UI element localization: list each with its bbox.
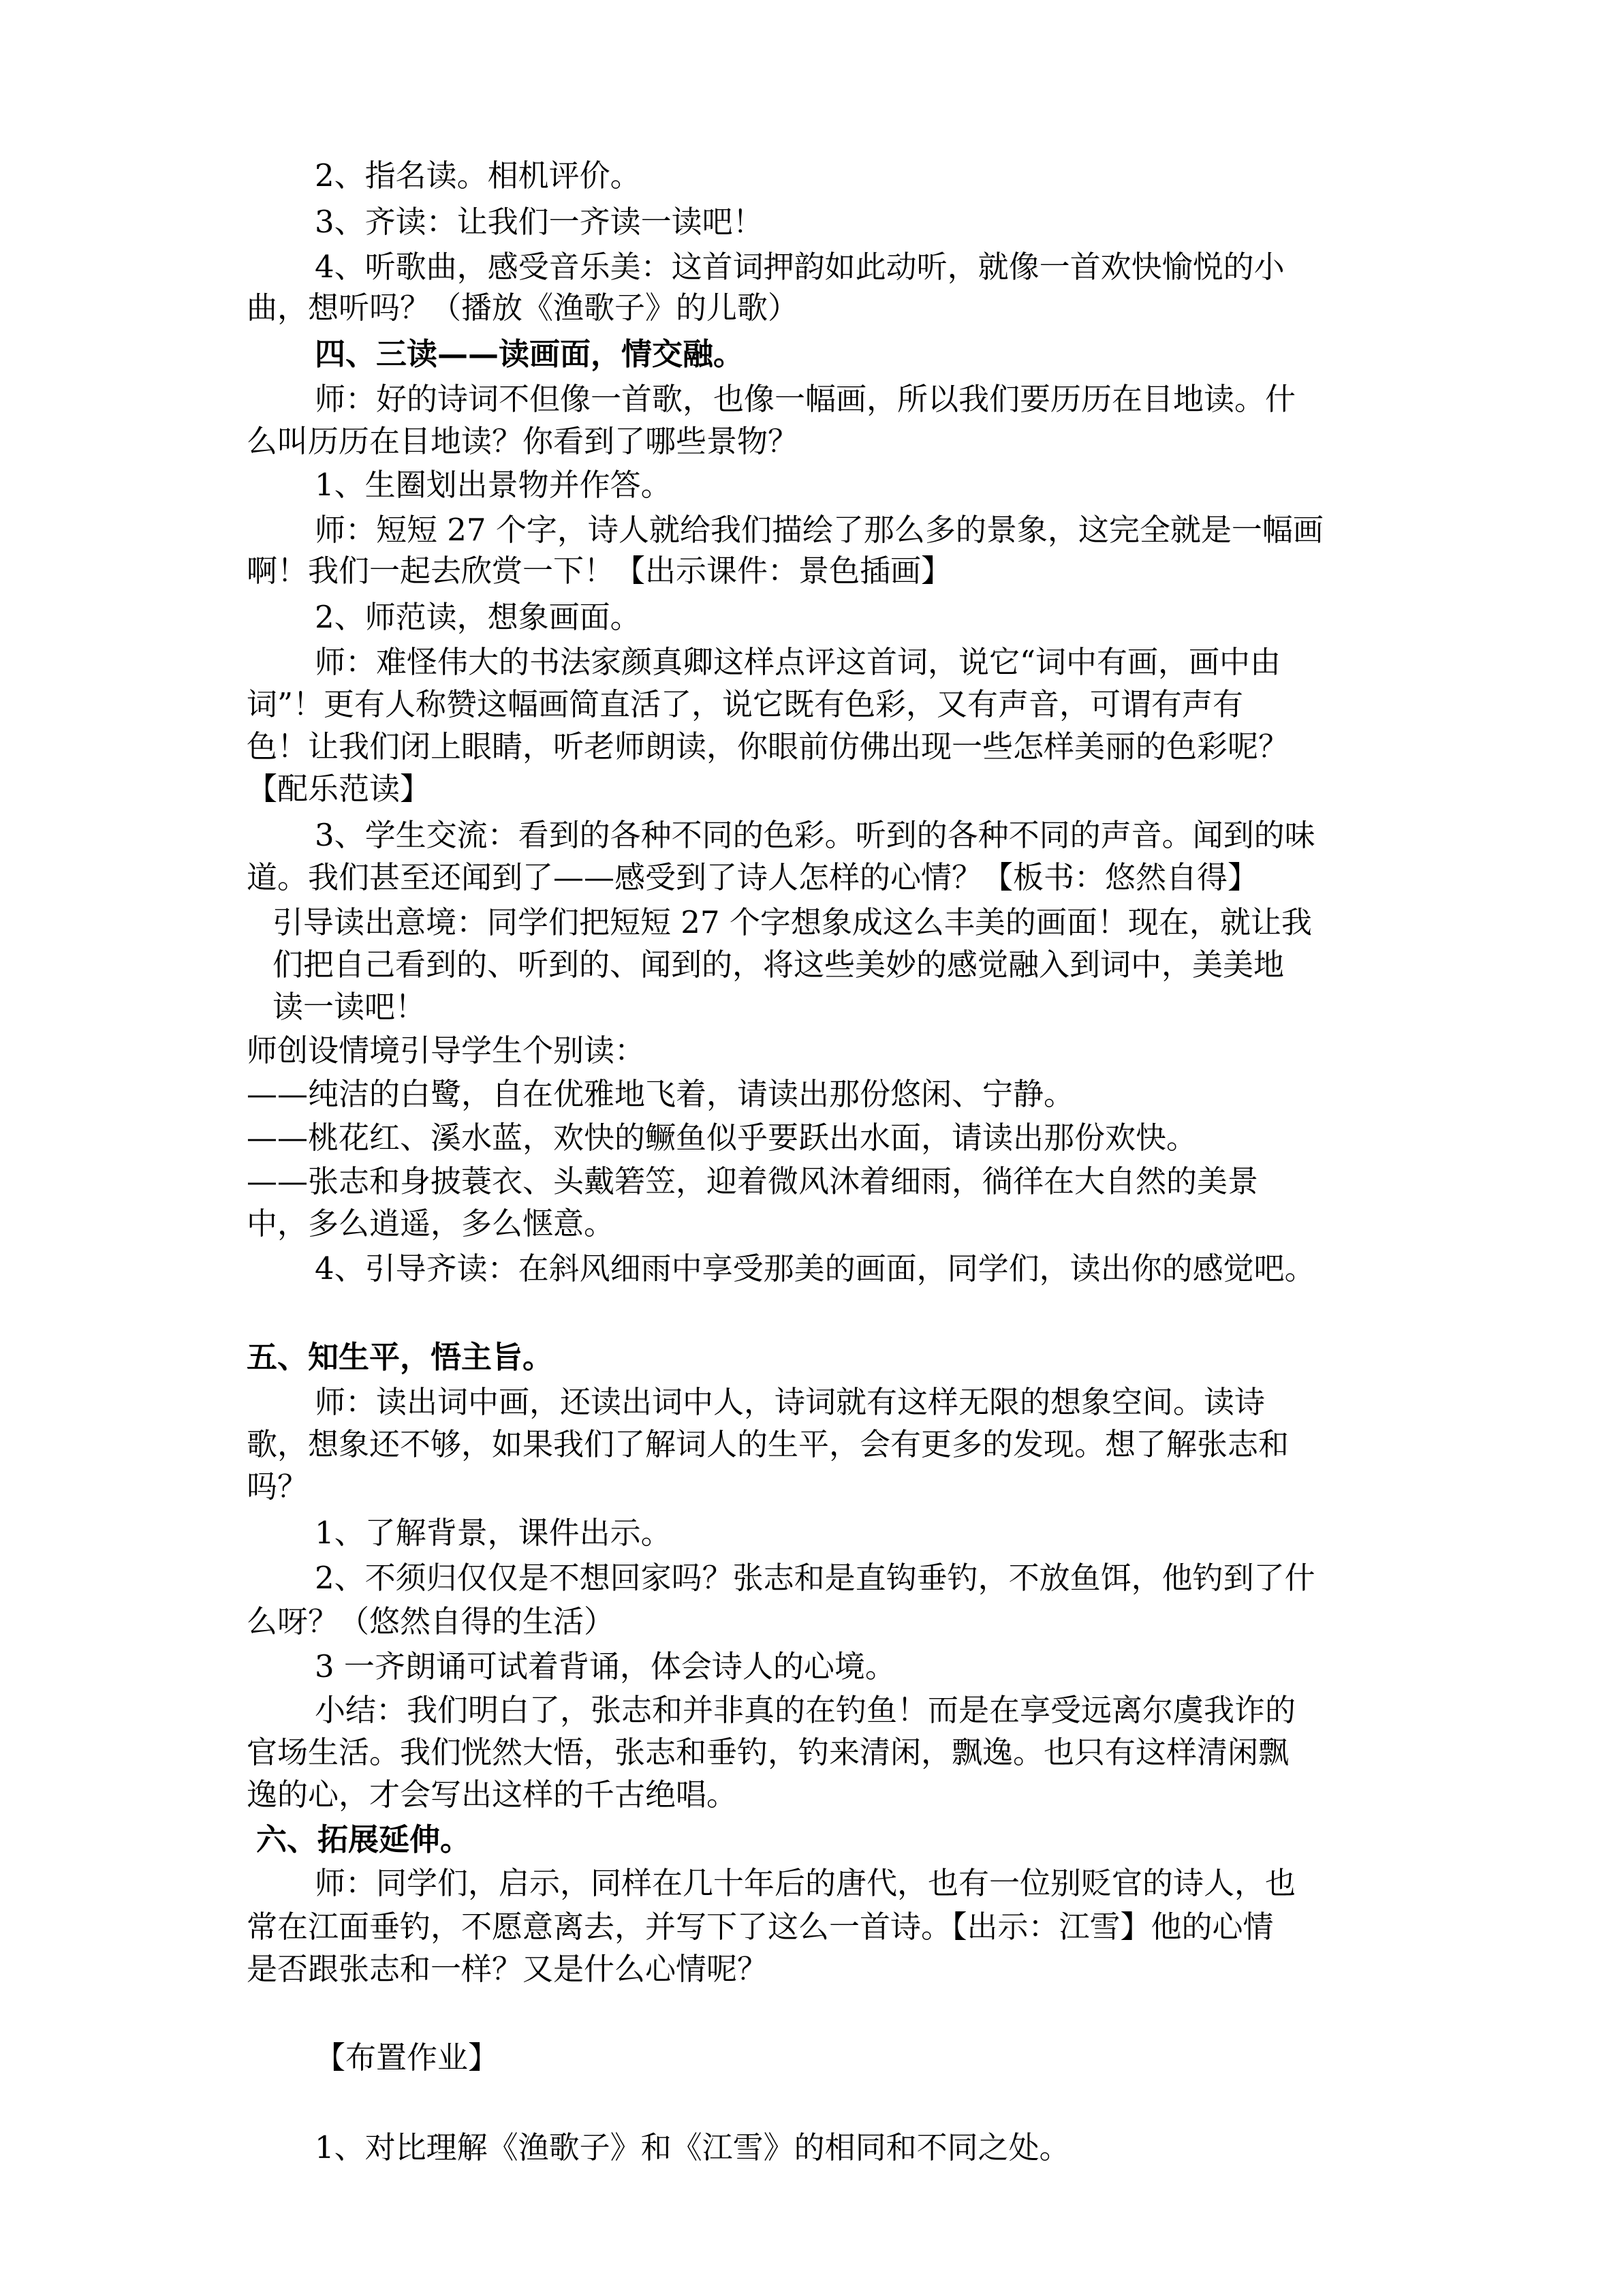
text-line: 引导读出意境：同学们把短短 27 个字想象成这么丰美的画面！现在，就让我 xyxy=(272,904,1312,940)
text-line: 吗？ xyxy=(247,1468,309,1505)
text-line: 4、引导齐读：在斜风细雨中享受那美的画面，同学们，读出你的感觉吧。 xyxy=(315,1250,1315,1287)
text-line: ——纯洁的白鹭，自在优雅地飞着，请读出那份悠闲、宁静。 xyxy=(247,1076,1075,1112)
text-line: 道。我们甚至还闻到了——感受到了诗人怎样的心情？【板书：悠然自得】 xyxy=(247,859,1259,895)
text-line: 1、对比理解《渔歌子》和《江雪》的相同和不同之处。 xyxy=(315,2129,1070,2166)
section-heading: 四、三读——读画面，情交融。 xyxy=(315,336,745,372)
text-line: 2、师范读，想象画面。 xyxy=(315,599,641,635)
text-line: 3、齐读：让我们一齐读一读吧！ xyxy=(315,204,764,240)
text-line: 1、生圈划出景物并作答。 xyxy=(315,467,672,503)
text-line: 3、学生交流：看到的各种不同的色彩。听到的各种不同的声音。闻到的味 xyxy=(315,817,1315,853)
text-line: 歌，想象还不够，如果我们了解词人的生平，会有更多的发现。想了解张志和 xyxy=(247,1426,1290,1462)
text-line: 常在江面垂钓，不愿意离去，并写下了这么一首诗。【出示：江雪】他的心情 xyxy=(247,1909,1274,1945)
text-line: 词”！更有人称赞这幅画简直活了，说它既有色彩，又有声音，可谓有声有 xyxy=(247,686,1244,722)
text-line: 么叫历历在目地读？你看到了哪些景物？ xyxy=(247,423,799,459)
text-line: 师：难怪伟大的书法家颜真卿这样点评这首词，说它“词中有画，画中由 xyxy=(315,644,1281,680)
section-heading: 六、拓展延伸。 xyxy=(256,1821,471,1858)
text-line: 师：同学们，启示，同样在几十年后的唐代，也有一位别贬官的诗人，也 xyxy=(315,1865,1296,1901)
text-line: 曲，想听吗？（播放《渔歌子》的儿歌） xyxy=(247,290,799,326)
text-line: 4、听歌曲，感受音乐美：这首词押韵如此动听，就像一首欢快愉悦的小 xyxy=(315,249,1285,285)
text-line: 是否跟张志和一样？又是什么心情呢？ xyxy=(247,1951,768,1987)
text-line: 2、指名读。相机评价。 xyxy=(315,157,641,194)
text-line: 3 一齐朗诵可试着背诵，体会诗人的心境。 xyxy=(315,1648,896,1684)
text-line: ——张志和身披蓑衣、头戴箬笠，迎着微风沐着细雨，徜徉在大自然的美景 xyxy=(247,1163,1259,1199)
text-line: 小结：我们明白了，张志和并非真的在钓鱼！而是在享受远离尔虞我诈的 xyxy=(315,1692,1296,1728)
text-line: 1、了解背景，课件出示。 xyxy=(315,1515,672,1551)
text-line: ——桃花红、溪水蓝，欢快的鳜鱼似乎要跃出水面，请读出那份欢快。 xyxy=(247,1120,1198,1156)
homework-heading: 【布置作业】 xyxy=(315,2039,499,2076)
text-line: 啊！我们一起去欣赏一下！【出示课件：景色插画】 xyxy=(247,553,952,589)
text-line: 2、不须归仅仅是不想回家吗？张志和是直钩垂钓，不放鱼饵，他钓到了什 xyxy=(315,1560,1315,1596)
text-line: 师：短短 27 个字，诗人就给我们描绘了那么多的景象，这完全就是一幅画 xyxy=(315,512,1324,548)
text-line: 中，多么逍遥，多么惬意。 xyxy=(247,1205,615,1242)
section-heading: 五、知生平，悟主旨。 xyxy=(247,1339,554,1375)
text-line: 读一读吧！ xyxy=(272,989,426,1025)
text-line: 师创设情境引导学生个别读： xyxy=(247,1032,646,1068)
text-line: 师：好的诗词不但像一首歌，也像一幅画，所以我们要历历在目地读。什 xyxy=(315,381,1296,417)
text-line: 师：读出词中画，还读出词中人，诗词就有这样无限的想象空间。读诗 xyxy=(315,1384,1266,1420)
text-line: 么呀？（悠然自得的生活） xyxy=(247,1603,615,1639)
text-line: 官场生活。我们恍然大悟，张志和垂钓，钓来清闲，飘逸。也只有这样清闲飘 xyxy=(247,1734,1290,1770)
text-line: 们把自己看到的、听到的、闻到的，将这些美妙的感觉融入到词中，美美地 xyxy=(272,946,1285,983)
text-line: 逸的心，才会写出这样的千古绝唱。 xyxy=(247,1776,738,1813)
text-line: 色！让我们闭上眼睛，听老师朗读，你眼前仿佛出现一些怎样美丽的色彩呢？ xyxy=(247,728,1290,765)
text-line: 【配乐范读】 xyxy=(247,771,431,807)
